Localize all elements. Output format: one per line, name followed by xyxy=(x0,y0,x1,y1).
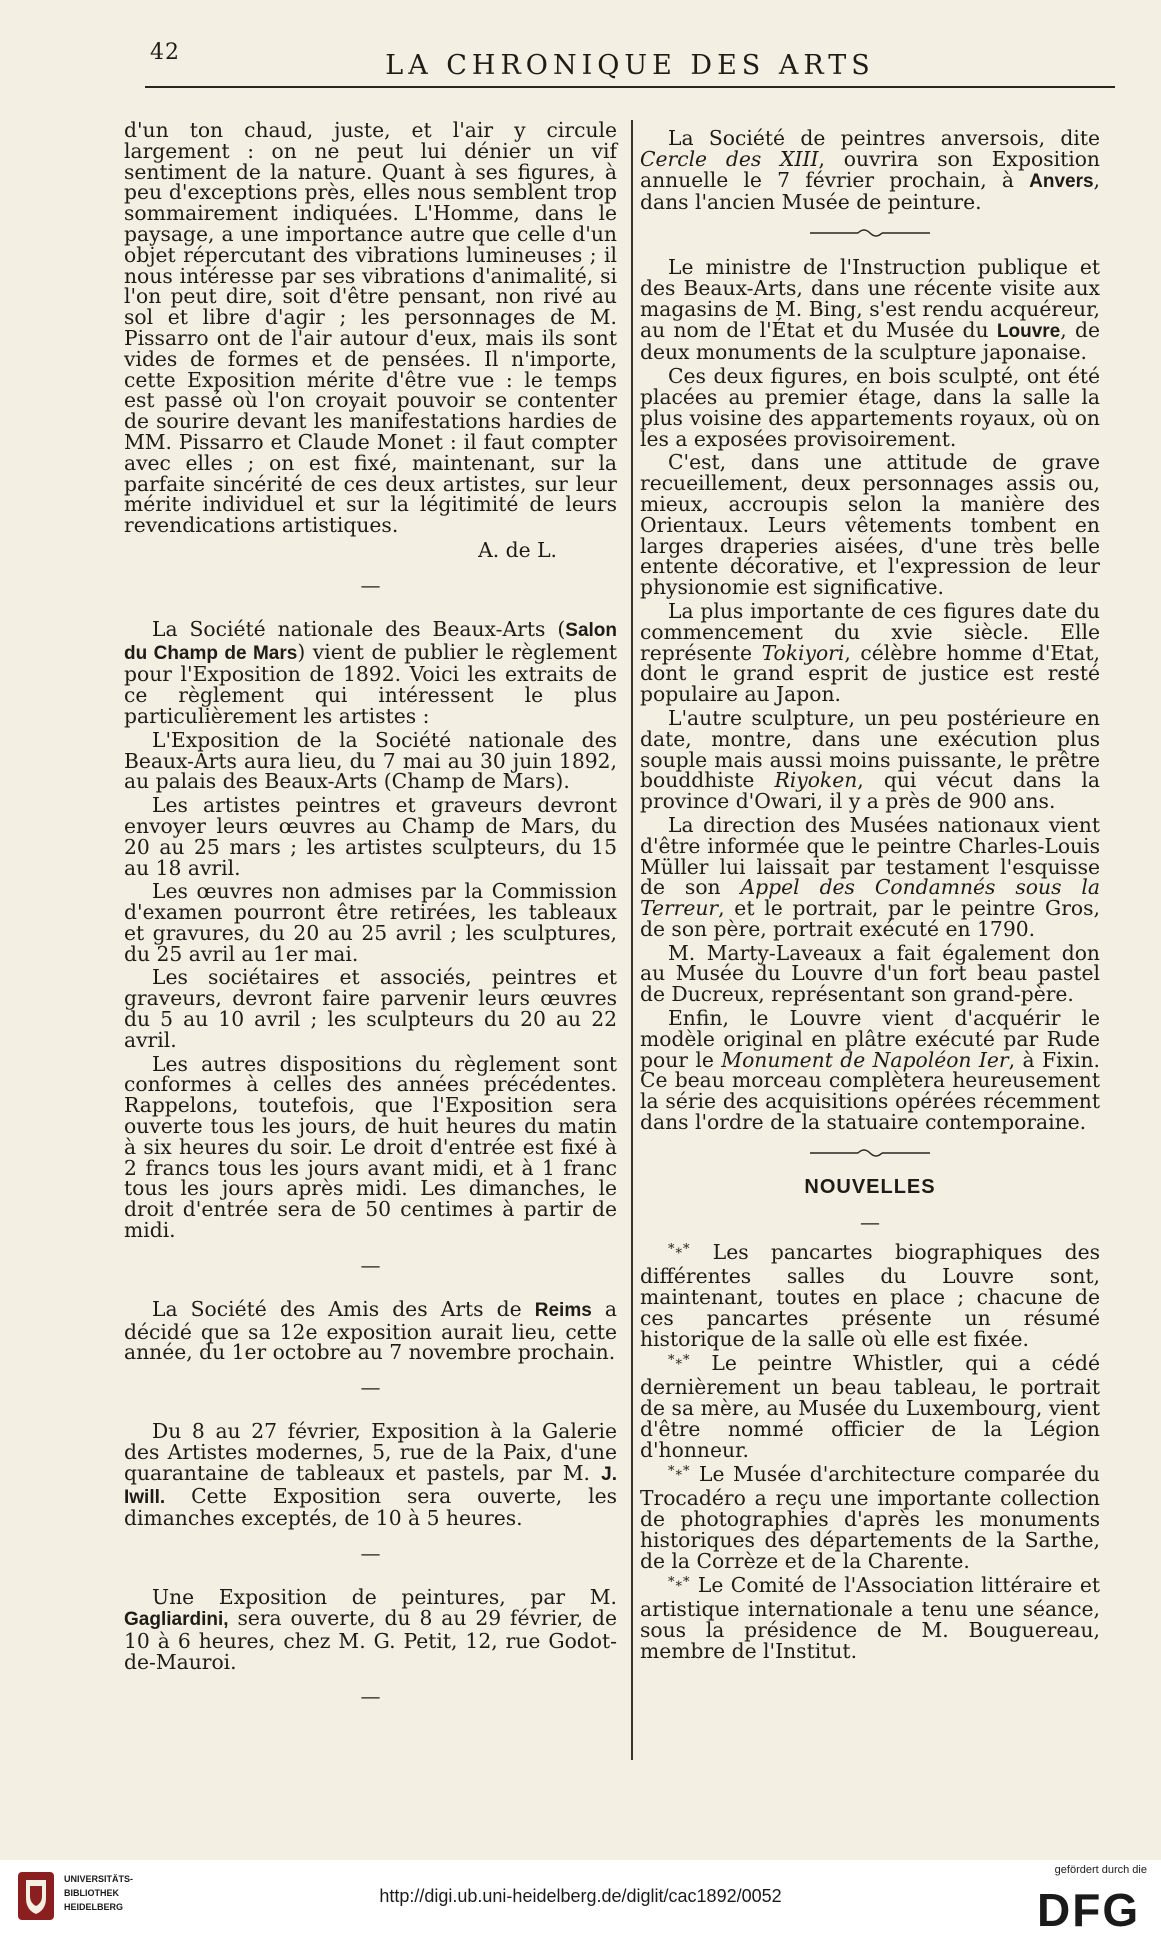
anvers-paragraph: La Société de peintres anversois, dite Cercle des XIII, ouvrira son Exposition annuelle le 7 février prochain, à Anvers, dans l'ancien Musée de peinture. xyxy=(640,126,1100,215)
musees-nationaux-paragraph: La direction des Musées nationaux vient d'être informée que le peintre Charles-Louis Müller lui laissait par testament l'esquisse de son Appel des Condamnés sous la Terreur, et le portrait, par le peintre Gros, de son père, portrait exécuté en 1790. xyxy=(640,812,1100,941)
louvre-placement-paragraph: Ces deux figures, en bois sculpté, ont été placées au premier étage, dans la salle la plus voisine des appartements royaux, où on les a exposées provisoirement. xyxy=(640,364,1100,451)
tokiyori-paragraph: La plus importante de ces figures date du commencement du xvie siècle. Elle représente Tokiyori, célèbre homme d'Etat, dont le grand esprit de justice est resté populaire au Japon. xyxy=(640,598,1100,707)
separator-dash: — xyxy=(360,572,381,597)
marty-laveaux-paragraph: M. Marty-Laveaux a fait également don au Musée du Louvre d'un fort beau pastel de Ducreux, représentant son grand-père. xyxy=(640,940,1100,1007)
news-item: *⁎* Le Comité de l'Association littéraire et artistique internationale a tenu une séance, sous la présidence de M. Bouguereau, membre de l'Institut. xyxy=(640,1572,1100,1663)
reims-paragraph: La Société des Amis des Arts de Reims a décidé que sa 12e exposition aurait lieu, cette année, du 1er octobre au 7 novembre prochain. xyxy=(124,1296,617,1365)
news-item: *⁎* Le peintre Whistler, qui a cédé dernièrement un beau tableau, le portrait de sa mère, au Musée du Luxembourg, vient d'être nommé officier de la Légion d'honneur. xyxy=(640,1350,1100,1462)
louvre-description-paragraph: C'est, dans une attitude de grave recueillement, deux personnages assis ou, mieux, accroupis selon la manière des Orientaux. Leurs vêtements tombent en larges draperies aisées, d'une très belle entente décorative, et l'expression de leur physionomie est significative. xyxy=(640,450,1100,600)
salon-champ-de-mars-paragraph: La Société nationale des Beaux-Arts (Salon du Champ de Mars) vient de publier le règlement pour l'Exposition de 1892. Voici les extraits de ce règlement qui intéressent le plus particulièrement les artistes : xyxy=(124,616,617,728)
pissarro-review-paragraph: d'un ton chaud, juste, et l'air y circule largement : on ne peut lui dénier un vif sentiment de la nature. Quant à ses figures, à peu d'exceptions près, elles nous semblent trop sommairement indiquées. L'Homme, dans le paysage, a une importance autre que celle d'un objet répercutant des vibrations lumineuses ; il nous intéresse par ses vibrations d'animalité, si l'on peut dire, soit d'être pensant, non rivé au sol et libre d'agir ; les personnages de M. Pissarro ont de l'air autour d'eux, mais ils sont vides de formes et de pensées. Il n'importe, cette Exposition mérite d'être vue : le temps est passé où l'on croyait pouvoir se contenter de sourire devant les manifestations hardies de MM. Pissarro et Claude Monet : il faut compter avec elles ; on est fixé, maintenant, sur la parfaite sincérité de ces deux artistes, sur leur mérite individuel et sur la légitimité de leurs revendications artistiques. xyxy=(124,118,617,538)
salon-members-paragraph: Les sociétaires et associés, peintres et graveurs, devront faire parvenir leurs œuvres du 5 au 10 avril ; les sculpteurs du 20 au 22 avril. xyxy=(124,965,617,1052)
running-title: LA CHRONIQUE DES ARTS xyxy=(385,50,875,81)
nouvelles-heading: NOUVELLES xyxy=(804,1175,936,1198)
asterism-icon: *⁎* xyxy=(668,1241,691,1257)
right-column xyxy=(640,128,1100,1665)
news-item: *⁎* Les pancartes biographiques des différentes salles du Louvre sont, maintenant, toutes en place ; chacune de ces pancartes présente un résumé historique de la salle où elle est fixée. xyxy=(640,1239,1101,1351)
ornament-divider xyxy=(810,1147,930,1159)
salon-dates-paragraph: L'Exposition de la Société nationale des Beaux-Arts aura lieu, du 7 mai au 30 juin 1892, au palais des Beaux-Arts (Champ de Mars). xyxy=(124,727,617,794)
library-name: UNIVERSITÄTS- BIBLIOTHEK HEIDELBERG xyxy=(64,1874,134,1912)
asterism-icon: *⁎* xyxy=(668,1352,691,1368)
page-number: 42 xyxy=(150,40,180,65)
separator-dash: — xyxy=(360,1252,381,1277)
funding-text: gefördert durch die xyxy=(1054,1864,1147,1876)
salon-rejected-paragraph: Les œuvres non admises par la Commission d'examen pourront être retirées, les tableaux et gravures, du 20 au 25 avril ; les sculptures, du 25 avril au 1er mai. xyxy=(124,879,617,966)
separator-dash: — xyxy=(360,1541,381,1566)
rude-paragraph: Enfin, le Louvre vient d'acquérir le modèle original en plâtre exécuté par Rude pour le Monument de Napoléon Ier, à Fixin. Ce beau morceau complètera heureusement la série des acquisitions opérées récemment dans l'ordre de la statuaire contemporaine. xyxy=(640,1006,1100,1135)
asterism-icon: *⁎* xyxy=(668,1463,691,1479)
dfg-logo-icon xyxy=(1033,1880,1145,1934)
column-divider xyxy=(631,120,633,1760)
separator-dash: — xyxy=(860,1209,880,1234)
iwill-paragraph: Du 8 au 27 février, Exposition à la Galerie des Artistes modernes, 5, rue de la Paix, d'une quarantaine de tableaux et pastels, par M. J. Iwill. Cette Exposition sera ouverte, les dimanches exceptés, de 10 à 5 heures. xyxy=(124,1419,617,1531)
gagliardini-paragraph: Une Exposition de peintures, par M. Gagliardini, sera ouverte, du 8 au 29 février, de 10 à 6 heures, chez M. G. Petit, 12, rue Godot-de-Mauroi. xyxy=(124,1585,617,1674)
separator-dash: — xyxy=(360,1375,381,1400)
riyoken-paragraph: L'autre sculpture, un peu postérieure en date, montre, dans une exécution plus souple mais aussi moins puissante, le prêtre bouddhiste Riyoken, qui vécut dans la province d'Owari, il y a près de 900 ans. xyxy=(640,705,1100,814)
review-signature: A. de L. xyxy=(478,537,557,562)
separator-dash: — xyxy=(360,1684,381,1709)
salon-other-rules-paragraph: Les autres dispositions du règlement sont conformes à celles des années précédentes. Rappelons, toutefois, que l'Exposition sera ouverte tous les jours, de huit heures du matin à six heures du soir. Le droit d'entrée est fixé à 2 francs tous les jours avant midi, et à 1 franc tous les jours après midi. Les dimanches, le droit d'entrée sera de 50 centimes à partir de midi. xyxy=(124,1051,617,1243)
news-item: *⁎* Le Musée d'architecture comparée du Trocadéro a reçu une importante collection de photographies d'après les monuments historiques des départements de la Sarthe, de la Corrèze et de la Charente. xyxy=(640,1461,1100,1573)
ornament-divider xyxy=(810,227,930,239)
svg-text:DFG: DFG xyxy=(1037,1884,1141,1934)
header-rule xyxy=(145,86,1115,88)
louvre-japanese-paragraph: Le ministre de l'Instruction publique et des Beaux-Arts, dans une récente visite aux magasins de M. Bing, s'est rendu acquéreur, au nom de l'État et du Musée du Louvre, de deux monuments de la sculpture japonaise. xyxy=(640,255,1100,365)
left-column xyxy=(124,120,617,1716)
source-url[interactable]: http://digi.ub.uni-heidelberg.de/diglit/cac1892/0052 xyxy=(379,1886,782,1906)
salon-painters-paragraph: Les artistes peintres et graveurs devront envoyer leurs œuvres au Champ de Mars, du 20 au 25 mars ; les artistes sculpteurs, du 15 au 18 avril. xyxy=(124,793,617,880)
asterism-icon: *⁎* xyxy=(668,1574,691,1590)
